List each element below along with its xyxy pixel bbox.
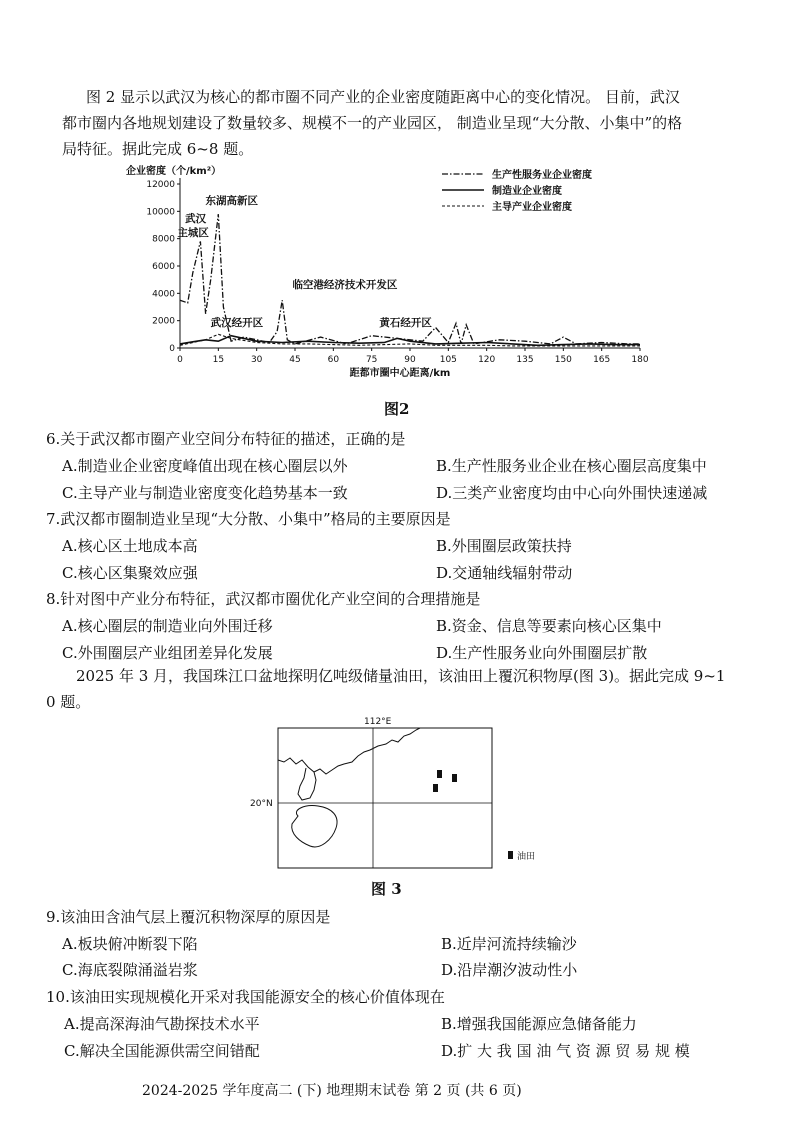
x-axis-label: 距都市圈中心距离/km — [349, 368, 451, 379]
q10-option-d[interactable]: D.扩 大 我 国 油 气 资 源 贸 易 规 模 — [441, 1042, 690, 1060]
x-tick-label: 0 — [177, 355, 183, 365]
figure2-caption: 图2 — [384, 400, 410, 418]
q6-option-c[interactable]: C.主导产业与制造业密度变化趋势基本一致 — [62, 484, 348, 502]
x-tick-label: 30 — [250, 355, 263, 365]
q6-option-a[interactable]: A.制造业企业密度峰值出现在核心圈层以外 — [62, 457, 348, 475]
intro-line-2: 都市圈内各地规划建设了数量较多、规模不一的产业园区， 制造业呈现“大分散、小集中”的格 — [62, 114, 683, 132]
chart-annotation-4: 临空港经济技术开发区 — [292, 279, 398, 291]
q8-option-d[interactable]: D.生产性服务业向外围圈层扩散 — [436, 644, 648, 662]
map-lat-label: 20°N — [250, 799, 273, 809]
figure3-caption: 图 3 — [371, 880, 402, 898]
x-tick-label: 105 — [439, 355, 457, 365]
q10-option-b[interactable]: B.增强我国能源应急储备能力 — [441, 1015, 637, 1033]
y-tick-label: 10000 — [146, 207, 175, 218]
q6-option-b[interactable]: B.生产性服务业企业在核心圈层高度集中 — [436, 457, 707, 475]
y-axis-label: 企业密度（个/km²） — [126, 166, 222, 177]
q6-stem: 6.关于武汉都市圈产业空间分布特征的描述，正确的是 — [46, 430, 406, 448]
chart-annotation-6: 黄石经开区 — [379, 317, 432, 329]
legend-label-3: 主导产业企业密度 — [492, 202, 572, 213]
y-tick-label: 0 — [169, 344, 175, 354]
q6-option-d[interactable]: D.三类产业密度均由中心向外围快速递减 — [436, 484, 708, 502]
legend-oilfield-label: 油田 — [517, 852, 536, 862]
chart-annotation-2: 武汉 — [185, 213, 207, 225]
intro-line-1: 图 2 显示以武汉为核心的都市圈不同产业的企业密度随距离中心的变化情况。 目前，武汉 — [86, 88, 680, 106]
x-tick-label: 150 — [554, 355, 572, 365]
q10-option-c[interactable]: C.解决全国能源供需空间错配 — [64, 1042, 260, 1060]
map-lon-label: 112°E — [364, 717, 392, 727]
y-tick-label: 4000 — [152, 289, 175, 300]
q7-stem: 7.武汉都市圈制造业呈现“大分散、小集中”格局的主要原因是 — [46, 510, 451, 528]
x-tick-label: 75 — [365, 355, 378, 365]
q9-option-b[interactable]: B.近岸河流持续输沙 — [441, 935, 577, 953]
chart-annotation-1: 东湖高新区 — [205, 195, 259, 207]
q7-option-a[interactable]: A.核心区土地成本高 — [62, 537, 198, 555]
q7-option-c[interactable]: C.核心区集聚效应强 — [62, 564, 198, 582]
y-tick-label: 6000 — [152, 262, 175, 272]
intro2-line-1: 2025 年 3 月，我国珠江口盆地探明亿吨级储量油田，该油田上覆沉积物厚(图 3)。据此完成 9~1 — [76, 667, 726, 685]
x-tick-label: 135 — [516, 355, 534, 365]
q7-option-d[interactable]: D.交通轴线辐射带动 — [436, 564, 573, 582]
y-tick-label: 8000 — [152, 234, 175, 245]
x-tick-label: 180 — [631, 355, 649, 365]
x-tick-label: 120 — [478, 355, 496, 365]
figure2-chart — [120, 160, 660, 392]
oilfield-marker — [433, 784, 438, 792]
x-tick-label: 165 — [593, 355, 611, 365]
q9-option-c[interactable]: C.海底裂隙涌溢岩浆 — [62, 961, 198, 979]
q8-option-a[interactable]: A.核心圈层的制造业向外围迁移 — [62, 617, 273, 635]
legend-label-1: 生产性服务业企业密度 — [492, 170, 592, 181]
y-tick-label: 2000 — [152, 316, 175, 327]
chart-annotation-5: 武汉经开区 — [210, 317, 264, 329]
q9-option-a[interactable]: A.板块俯冲断裂下陷 — [62, 935, 198, 953]
x-tick-label: 45 — [289, 355, 301, 365]
intro2-line-2: 0 题。 — [46, 693, 91, 711]
legend-label-2: 制造业企业密度 — [492, 186, 562, 197]
q7-option-b[interactable]: B.外围圈层政策扶持 — [436, 537, 572, 555]
x-tick-label: 15 — [212, 355, 225, 365]
q8-stem: 8.针对图中产业分布特征，武汉都市圈优化产业空间的合理措施是 — [46, 590, 481, 608]
x-tick-label: 90 — [404, 355, 416, 365]
legend-oilfield-symbol — [508, 851, 513, 859]
q8-option-c[interactable]: C.外围圈层产业组团差异化发展 — [62, 644, 273, 662]
q9-option-d[interactable]: D.沿岸潮汐波动性小 — [441, 961, 578, 979]
x-tick-label: 60 — [327, 355, 340, 365]
chart-annotation-3: 主城区 — [177, 227, 209, 239]
page-footer: 2024-2025 学年度高二 (下) 地理期末试卷 第 2 页 (共 6 页) — [142, 1083, 522, 1099]
oilfield-marker — [437, 770, 442, 778]
q9-stem: 9.该油田含油气层上覆沉积物深厚的原因是 — [46, 908, 331, 926]
intro-line-3: 局特征。据此完成 6~8 题。 — [62, 140, 254, 158]
q8-option-b[interactable]: B.资金、信息等要素向核心区集中 — [436, 617, 662, 635]
q10-option-a[interactable]: A.提高深海油气勘探技术水平 — [64, 1015, 260, 1033]
oilfield-marker — [452, 774, 457, 782]
y-tick-label: 12000 — [146, 180, 175, 190]
figure3-map — [240, 712, 560, 872]
q10-stem: 10.该油田实现规模化开采对我国能源安全的核心价值体现在 — [46, 988, 445, 1006]
